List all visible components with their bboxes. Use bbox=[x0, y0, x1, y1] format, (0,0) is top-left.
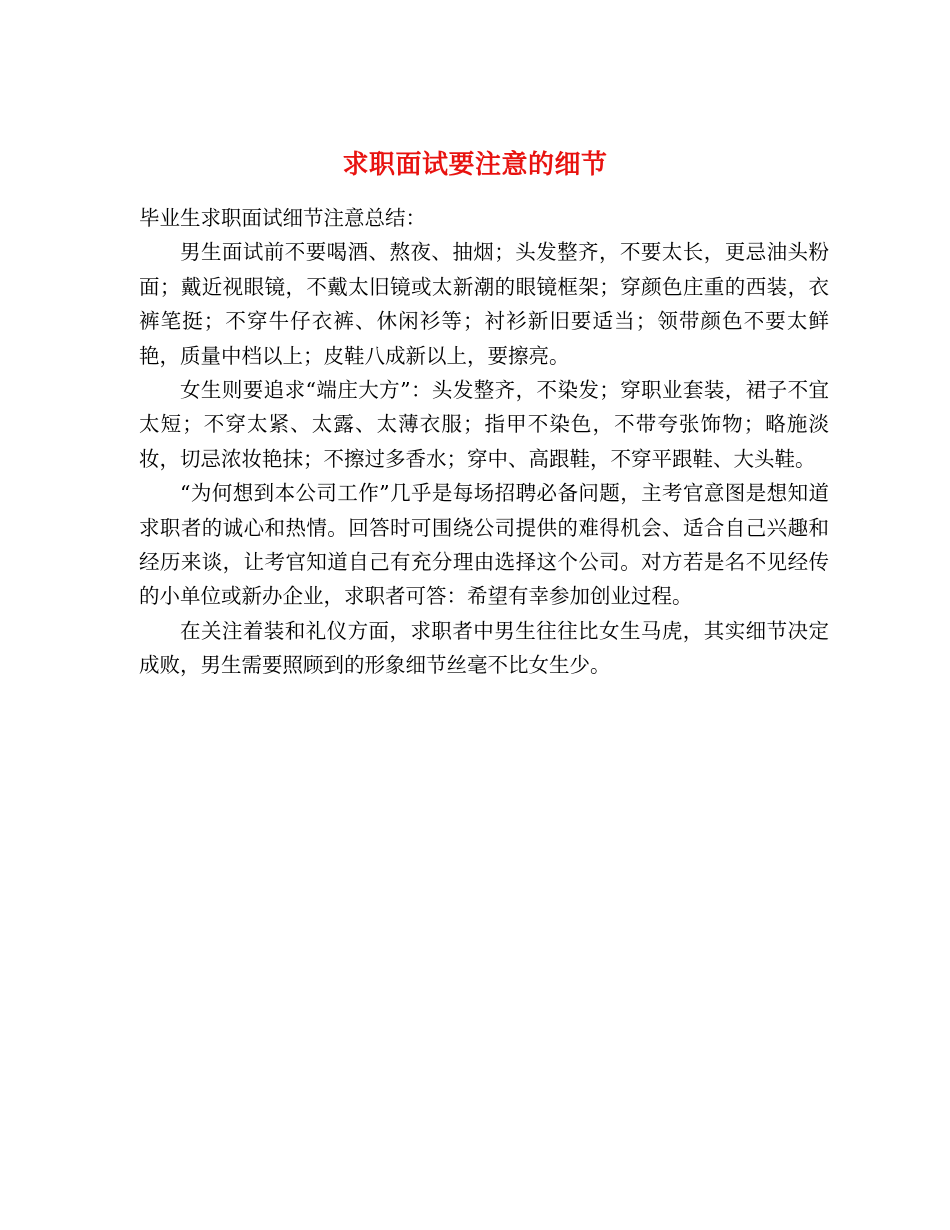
paragraph-details-matter: 在关注着装和礼仪方面，求职者中男生往往比女生马虎，其实细节决定成败，男生需要照顾到的形象细节丝毫不比女生少。 bbox=[139, 618, 829, 678]
paragraph-male-dress: 男生面试前不要喝酒、熬夜、抽烟；头发整齐，不要太长，更忌油头粉面；戴近视眼镜，不戴太旧镜或太新潮的眼镜框架；穿颜色庄重的西装，衣裤笔挺；不穿牛仔衣裤、休闲衫等；衬衫新旧要适当；领带颜色不要太鲜艳，质量中档以上；皮鞋八成新以上，要擦亮。 bbox=[139, 240, 829, 368]
paragraph-why-company: “为何想到本公司工作”几乎是每场招聘必备问题，主考官意图是想知道求职者的诚心和热情。回答时可围绕公司提供的难得机会、适合自己兴趣和经历来谈，让考官知道自己有充分理由选择这个公司。对方若是名不见经传的小单位或新办企业，求职者可答：希望有幸参加创业过程。 bbox=[139, 481, 829, 609]
document-title: 求职面试要注意的细节 bbox=[342, 150, 608, 181]
paragraph-female-dress: 女生则要追求“端庄大方”：头发整齐，不染发；穿职业套装，裙子不宜太短；不穿太紧、太露、太薄衣服；指甲不染色，不带夸张饰物；略施淡妆，切忌浓妆艳抹；不擦过多香水；穿中、高跟鞋，不穿平跟鞋、大头鞋。 bbox=[139, 378, 829, 471]
document-body bbox=[139, 201, 829, 683]
intro-paragraph: 毕业生求职面试细节注意总结： bbox=[139, 206, 426, 230]
